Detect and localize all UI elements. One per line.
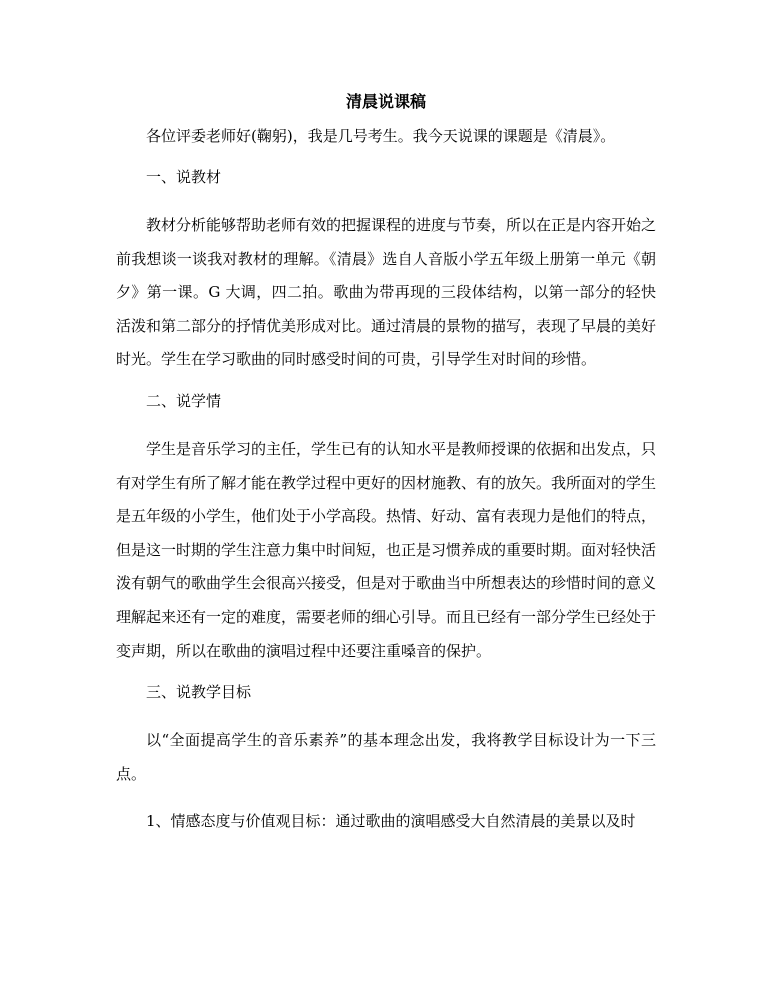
paragraph-goal-1: 1、情感态度与价值观目标：通过歌曲的演唱感受大自然清晨的美景以及时 bbox=[146, 812, 636, 831]
paragraph-students: 学生是音乐学习的主任，学生已有的认知水平是教师授课的依据和出发点，只有对学生有所了解才能在教学过程中更好的因材施教、有的放矢。我所面对的学生是五年级的小学生，他们处于小学高段。热情、好动、富有表现力是他们的特点，但是这一时期的学生注意力集中时间短，也正是习惯养成的重要时期。面对轻快活泼有朝气的歌曲学生会很高兴接受，但是对于歌曲当中所想表达的珍惜时间的意义理解起来还有一定的难度，需要老师的细心引导。而且已经有一部分学生已经处于变声期，所以在歌曲的演唱过程中还要注重嗓音的保护。 bbox=[116, 439, 657, 660]
section-heading-goals: 三、说教学目标 bbox=[146, 683, 252, 702]
paragraph-textbook: 教材分析能够帮助老师有效的把握课程的进度与节奏，所以在正是内容开始之前我想谈一谈我对教材的理解。《清晨》选自人音版小学五年级上册第一单元《朝夕》第一课。G 大调，四二拍。歌曲为带再现的三段体结构，以第一部分的轻快活泼和第二部分的抒情优美形成对比。通过清晨的景物的描写，表现了早晨的美好时光。学生在学习歌曲的同时感受时间的可贵，引导学生对时间的珍惜。 bbox=[116, 216, 657, 369]
section-heading-textbook: 一、说教材 bbox=[146, 168, 222, 186]
document-title: 清晨说课稿 bbox=[345, 92, 426, 111]
document-body bbox=[116, 92, 656, 839]
section-heading-students: 二、说学情 bbox=[146, 391, 222, 410]
paragraph-goals: 以“全面提高学生的音乐素养”的基本理念出发，我将教学目标设计为一下三点。 bbox=[116, 731, 656, 783]
intro-paragraph: 各位评委老师好(鞠躬)，我是几号考生。我今天说课的课题是《清晨》。 bbox=[146, 127, 616, 145]
